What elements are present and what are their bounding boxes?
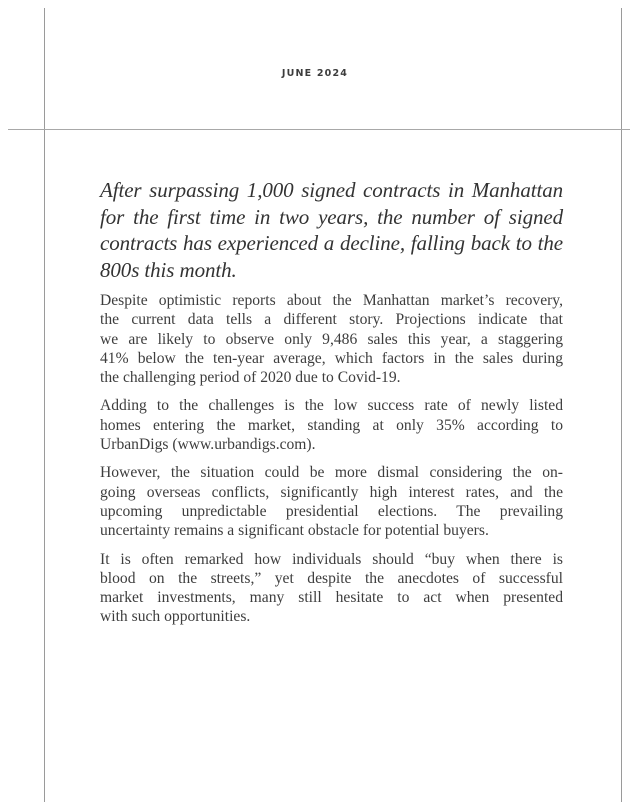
text-line: upcoming unpredictable presidential elections. The prevailing (100, 502, 563, 520)
text-line: the current data tells a different story. Projections indicate that (100, 311, 563, 329)
body-paragraphs (100, 291, 563, 627)
body-paragraph (100, 550, 563, 627)
text-line: UrbanDigs (www.urbandigs.com). (100, 436, 316, 454)
text-line: homes entering the market, standing at only 35% according to (100, 416, 563, 434)
text-line: After surpassing 1,000 signed contracts in Manhattan (100, 178, 563, 202)
text-line: we are likely to observe only 9,486 sales this year, a staggering (100, 330, 563, 348)
left-margin-rule (44, 8, 45, 802)
text-line: for the first time in two years, the number of signed (100, 204, 563, 229)
body-paragraph (100, 463, 563, 540)
body-paragraph (100, 396, 563, 454)
text-line: market investments, many still hesitate to act when presented (100, 589, 563, 607)
lead-paragraph (100, 177, 563, 283)
text-line: going overseas conflicts, significantly high interest rates, and the (100, 483, 563, 501)
text-line: It is often remarked how individuals should “buy when there is (100, 550, 563, 568)
text-line: 41% below the ten-year average, which factors in the sales during (100, 349, 563, 367)
text-line: with such opportunities. (100, 608, 251, 626)
text-line: contracts has experienced a decline, falling back to the (100, 231, 563, 255)
article-body (100, 177, 563, 636)
text-line: uncertainty remains a significant obstacle for potential buyers. (100, 522, 489, 540)
issue-date: JUNE 2024 (281, 68, 349, 79)
body-paragraph (100, 291, 563, 387)
text-line: Despite optimistic reports about the Manhattan market’s recovery, (100, 292, 563, 309)
text-line: the challenging period of 2020 due to Covid-19. (100, 369, 401, 387)
text-line: 800s this month. (100, 257, 237, 282)
text-line: Adding to the challenges is the low success rate of newly listed (100, 397, 563, 415)
right-margin-rule (621, 8, 622, 802)
text-line: blood on the streets,” yet despite the anecdotes of successful (100, 569, 563, 587)
header-divider (8, 129, 630, 130)
text-line: However, the situation could be more dismal considering the on- (100, 464, 563, 482)
